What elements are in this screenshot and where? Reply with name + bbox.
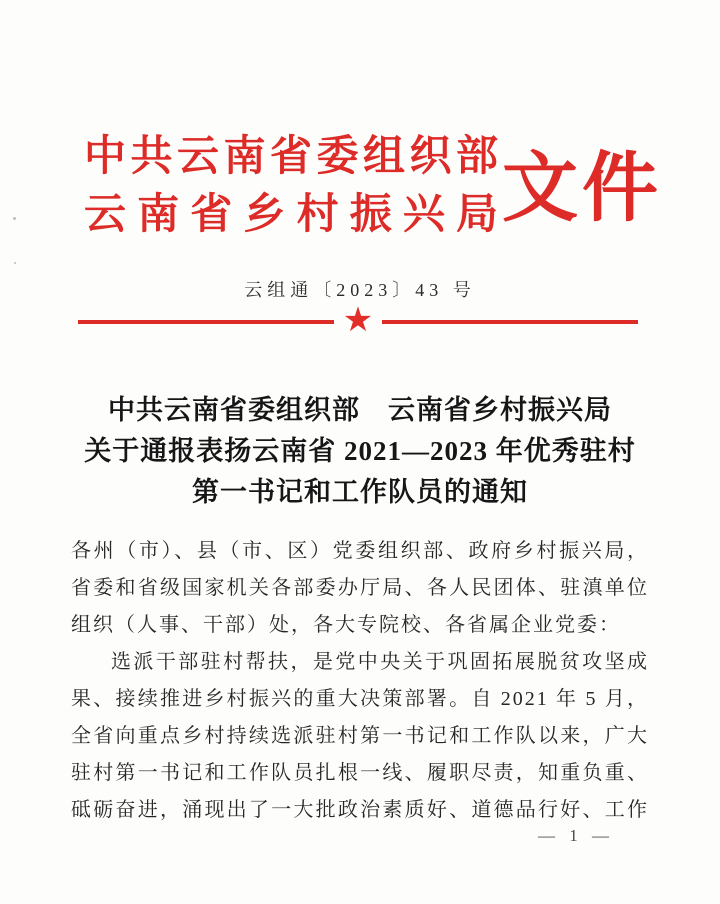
divider-line-right bbox=[382, 320, 638, 324]
body-text bbox=[71, 533, 649, 829]
letterhead-org-line2: 云南省乡村振兴局 bbox=[84, 192, 498, 238]
red-divider bbox=[78, 302, 638, 339]
document-title-line2: 关于通报表扬云南省 2021—2023 年优秀驻村 bbox=[84, 436, 636, 466]
letterhead-document-label: 文件 bbox=[502, 147, 662, 231]
body-line: 组织（人事、干部）处，各大专院校、各省属企业党委： bbox=[71, 614, 621, 636]
body-line: 驻村第一书记和工作队员扎根一线、履职尽责，知重负重、 bbox=[71, 762, 649, 784]
star-icon: ★ bbox=[342, 302, 374, 339]
body-line: 全省向重点乡村持续选派驻村第一书记和工作队以来，广大 bbox=[71, 725, 649, 747]
letterhead-org-line1: 中共云南省委组织部 bbox=[84, 134, 498, 180]
divider-line-left bbox=[78, 320, 334, 324]
body-line: 省委和省级国家机关各部委办厅局、各人民团体、驻滇单位 bbox=[71, 577, 649, 599]
body-line: 各州（市）、县（市、区）党委组织部、政府乡村振兴局， bbox=[71, 540, 649, 562]
body-line: 果、接续推进乡村振兴的重大决策部署。自 2021 年 5 月， bbox=[71, 688, 649, 710]
scan-speck bbox=[14, 262, 16, 264]
page-number: — 1 — bbox=[538, 826, 614, 845]
document-title-line1: 中共云南省委组织部 云南省乡村振兴局 bbox=[108, 395, 612, 425]
body-line: 选派干部驻村帮扶，是党中央关于巩固拓展脱贫攻坚成 bbox=[111, 651, 649, 673]
letterhead-org-names bbox=[84, 128, 498, 244]
document-title bbox=[0, 390, 720, 513]
body-line: 砥砺奋进，涌现出了一大批政治素质好、道德品行好、工作 bbox=[71, 799, 649, 821]
document-number: 云组通〔2023〕43 号 bbox=[244, 280, 476, 300]
document-title-line3: 第一书记和工作队员的通知 bbox=[192, 477, 528, 507]
scan-speck bbox=[13, 217, 16, 220]
